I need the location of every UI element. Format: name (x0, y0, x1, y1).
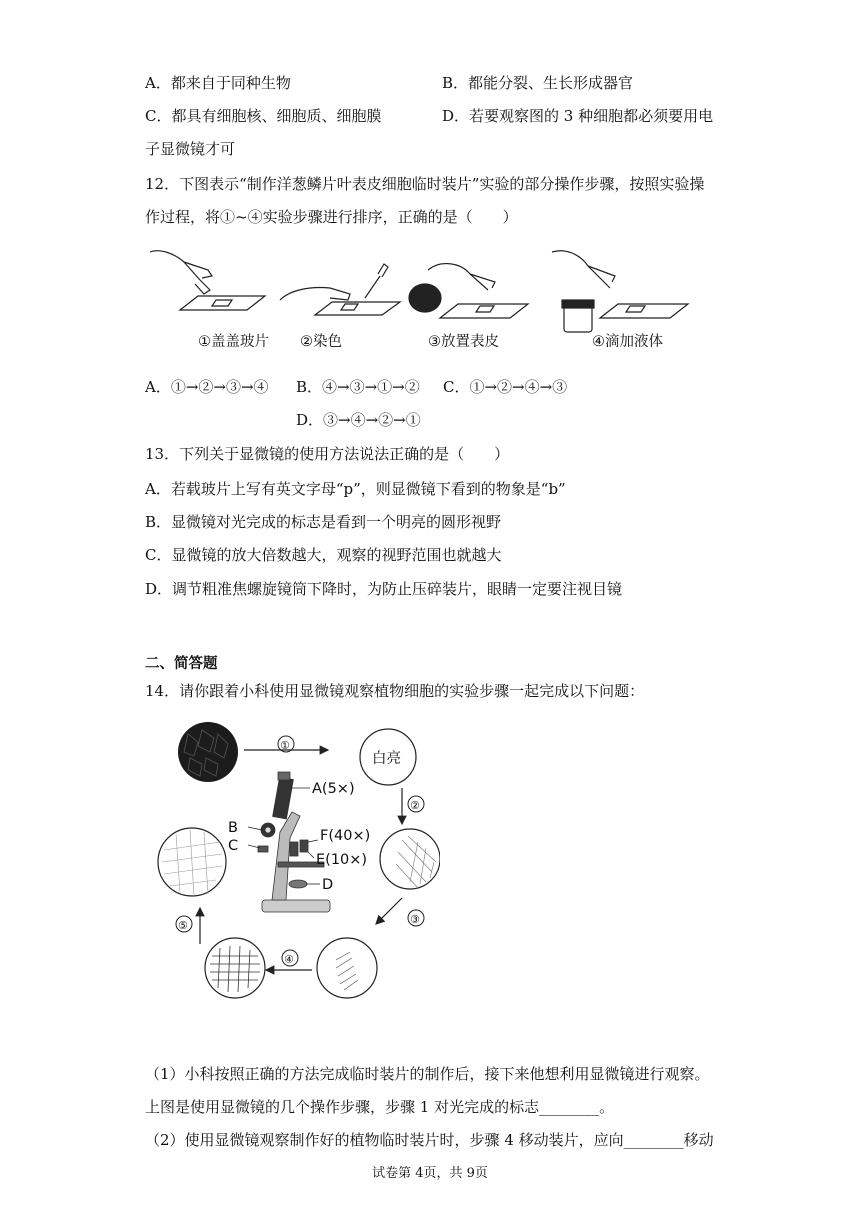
fig-label-step4: ④滴加液体 (592, 334, 663, 350)
fig-label-step3: ③放置表皮 (428, 334, 499, 350)
q11-option-a: A．都来自于同种生物 (145, 74, 291, 92)
label-a: A(5×) (312, 781, 355, 797)
q14-part1-cont: 上图是使用显微镜的几个操作步骤，步骤 1 对光完成的标志________。 (145, 1098, 615, 1116)
q11-option-d: D．若要观察图的 3 种细胞都必须要用电 (442, 107, 714, 125)
q12-stem-cont: 作过程，将①~④实验步骤进行排序，正确的是（ ） (145, 208, 518, 226)
q12-option-c: C．①→②→④→③ (443, 378, 568, 396)
step-3-label: ③ (410, 913, 420, 926)
step-2-label: ② (410, 799, 420, 812)
bright-field-label: 白亮 (372, 751, 401, 767)
q14-part1: （1）小科按照正确的方法完成临时装片的制作后，接下来他想利用显微镜进行观察。 (145, 1065, 710, 1083)
step-4-label: ④ (284, 953, 294, 966)
page-footer: 试卷第 4页，共 9页 (372, 1166, 488, 1181)
q13-option-a: A．若载玻片上写有英文字母“p”，则显微镜下看到的物象是“b” (145, 480, 566, 498)
step-5-label: ⑤ (178, 919, 188, 932)
cell-view-bottom-left (205, 938, 265, 998)
section-title: 二、简答题 (145, 656, 218, 672)
q12-option-d: D．③→④→②→① (296, 411, 421, 429)
q13-option-b: B．显微镜对光完成的标志是看到一个明亮的圆形视野 (145, 513, 502, 531)
label-e: E(10×) (316, 852, 368, 868)
q12-stem: 12．下图表示“制作洋葱鳞片叶表皮细胞临时装片”实验的部分操作步骤，按照实验操 (145, 175, 705, 193)
label-b: B (228, 820, 238, 836)
label-d: D (322, 877, 334, 893)
q13-stem: 13．下列关于显微镜的使用方法说法正确的是（ ） (145, 445, 510, 463)
q14-stem: 14．请你跟着小科使用显微镜观察植物细胞的实验步骤一起完成以下问题： (145, 682, 645, 700)
slide-preparation-figure (140, 240, 700, 360)
q11-option-c: C．都具有细胞核、细胞质、细胞膜 (145, 107, 382, 125)
q12-option-a: A．①→②→③→④ (145, 378, 269, 396)
dark-field-view (178, 722, 238, 782)
cell-view-bottom-right (317, 938, 377, 998)
label-c: C (228, 838, 239, 854)
label-f: F(40×) (320, 828, 371, 844)
q12-option-b: B．④→③→①→② (296, 378, 420, 396)
q11-option-b: B．都能分裂、生长形成器官 (442, 74, 634, 92)
q13-option-d: D．调节粗准焦螺旋镜筒下降时，为防止压碎装片，眼睛一定要注视目镜 (145, 580, 623, 598)
q14-part2: （2）使用显微镜观察制作好的植物临时装片时，步骤 4 移动装片，应向________移动 (145, 1131, 714, 1149)
step-1-label: ① (280, 739, 290, 752)
fig-label-step2: ②染色 (300, 334, 342, 350)
fig-label-step1: ①盖盖玻片 (198, 334, 269, 350)
microscope-steps-figure (140, 712, 440, 1012)
q13-option-c: C．显微镜的放大倍数越大，观察的视野范围也就越大 (145, 546, 502, 564)
q11-option-d-cont: 子显微镜才可 (145, 140, 236, 158)
